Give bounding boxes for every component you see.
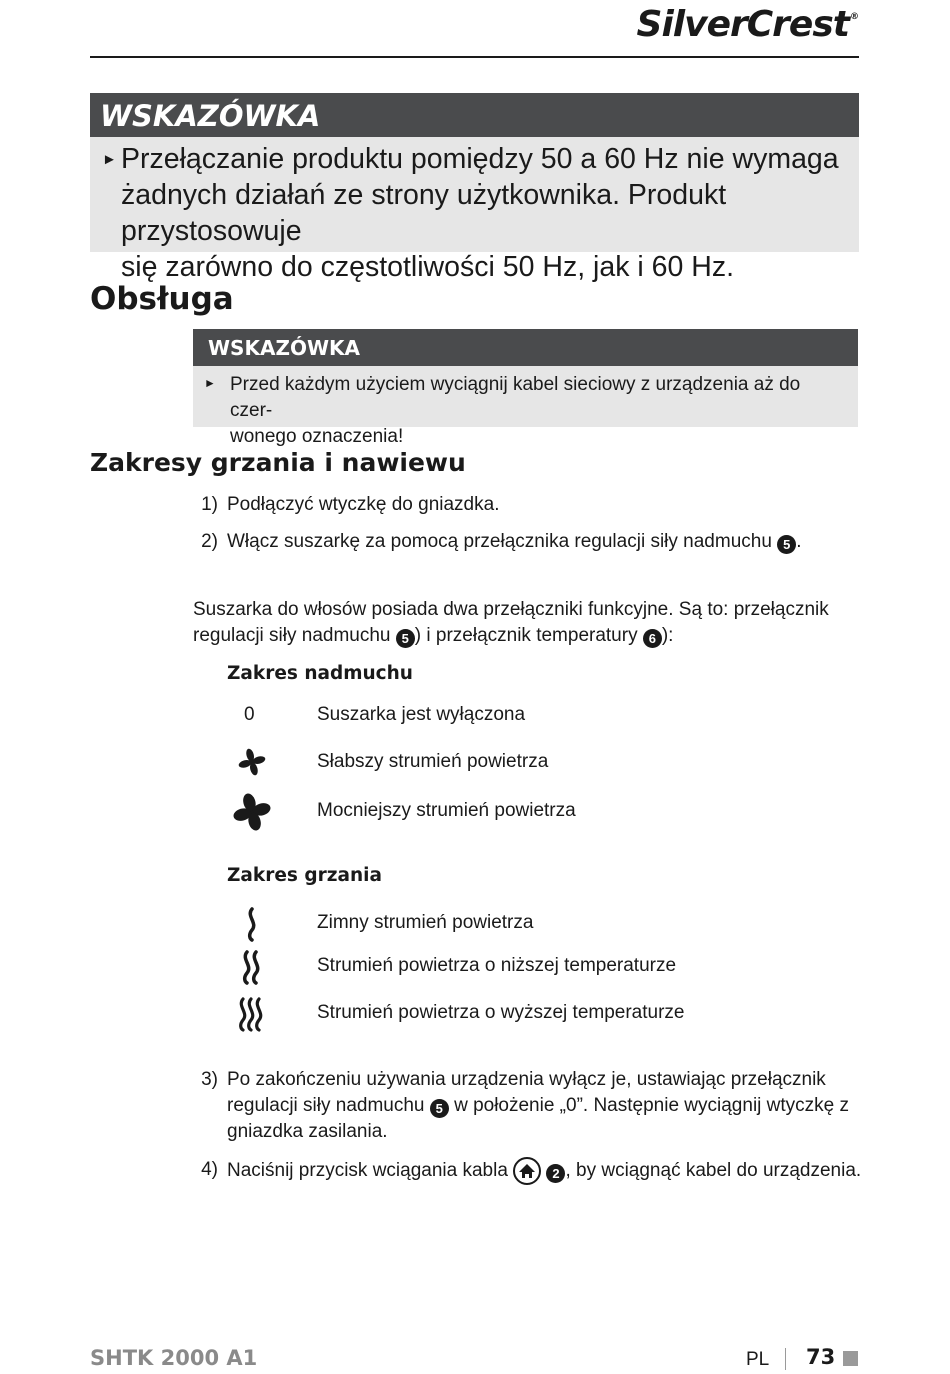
note-line: wonego oznaczenia!: [230, 426, 404, 447]
intro-text-part: ) i przełącznik temperatury: [414, 625, 638, 646]
step-text-part: w położenie „0”. Następnie wyciągnij wtyczkę z: [454, 1095, 850, 1116]
airflow-description: Suszarka jest wyłączona: [317, 704, 526, 725]
registered-mark: ®: [850, 12, 858, 22]
heat-range-title: Zakres grzania: [227, 865, 382, 886]
reference-number-badge: 5: [777, 535, 796, 554]
footer-divider: [785, 1348, 786, 1370]
section-title: Obsługa: [90, 281, 234, 317]
heat-description: Strumień powietrza o niższej temperaturze: [317, 955, 677, 976]
step-text: [227, 1067, 867, 1145]
note-line: się zarówno do częstotliwości 50 Hz, jak i 60 Hz.: [121, 251, 735, 283]
step-text: [227, 1157, 861, 1185]
note-title-1: WSKAZÓWKA: [100, 99, 321, 133]
intro-paragraph: [193, 597, 853, 649]
step-number: 1): [201, 494, 218, 515]
airflow-description: Słabszy strumień powietrza: [317, 751, 549, 772]
heat-three-waves-icon: [232, 994, 272, 1034]
reference-number-badge: 5: [396, 629, 415, 648]
language-code: PL: [746, 1349, 770, 1370]
heat-description: Zimny strumień powietrza: [317, 912, 534, 933]
note-text-2: [230, 372, 840, 450]
reference-number-badge: 2: [546, 1164, 565, 1183]
note-line: Przełączanie produktu pomiędzy 50 a 60 Hz nie wymaga: [121, 143, 839, 175]
note-line: żadnych działań ze strony użytkownika. Produkt przystosowuje: [121, 179, 727, 247]
step-line: [227, 1093, 867, 1119]
airflow-range-title: Zakres nadmuchu: [227, 663, 413, 684]
heat-one-wave-icon: [232, 904, 272, 944]
note-body-2: [193, 366, 858, 447]
note-header-2: [193, 329, 858, 366]
step-number: 4): [201, 1159, 218, 1180]
step-number: 3): [201, 1069, 218, 1090]
cable-rewind-button-icon: [513, 1157, 541, 1185]
step-text-part: Naciśnij przycisk wciągania kabla: [227, 1160, 508, 1181]
heat-description: Strumień powietrza o wyższej temperaturze: [317, 1002, 685, 1023]
small-fan-icon: [232, 742, 272, 782]
footer-square-marker: [843, 1351, 858, 1366]
step-text: [227, 529, 801, 555]
heat-two-waves-icon: [232, 947, 272, 987]
page-number: 73: [806, 1345, 836, 1369]
note-body-1: [90, 137, 859, 283]
reference-number-badge: 6: [643, 629, 662, 648]
header-rule: [90, 56, 859, 58]
large-fan-icon: [232, 792, 272, 832]
note-title-2: WSKAZÓWKA: [208, 336, 360, 360]
triangle-bullet-icon: ►: [102, 151, 117, 168]
intro-text-part: ):: [661, 625, 674, 646]
airflow-description: Mocniejszy strumień powietrza: [317, 800, 576, 821]
step-text-part: .: [796, 531, 802, 552]
model-number: SHTK 2000 A1: [90, 1346, 258, 1370]
off-symbol: 0: [244, 704, 255, 725]
note-line: Przed każdym użyciem wyciągnij kabel sieciowy z urządzenia aż do czer-: [230, 374, 801, 421]
step-text-part: , by wciągnąć kabel do urządzenia.: [565, 1160, 862, 1181]
step-text: Podłączyć wtyczkę do gniazdka.: [227, 494, 500, 515]
brand-logo: [637, 4, 858, 45]
intro-line: [193, 623, 853, 649]
note-text-1: [121, 141, 851, 285]
step-text-part: regulacji siły nadmuchu: [227, 1095, 425, 1116]
reference-number-badge: 5: [430, 1099, 449, 1118]
note-header-1: [90, 93, 859, 137]
subsection-title: Zakresy grzania i nawiewu: [90, 448, 466, 477]
intro-text-part: regulacji siły nadmuchu: [193, 625, 391, 646]
step-number: 2): [201, 531, 218, 552]
step-line: gniazdka zasilania.: [227, 1121, 388, 1142]
step-line: Po zakończeniu używania urządzenia wyłącz je, ustawiając przełącznik: [227, 1069, 826, 1090]
brand-name: SilverCrest: [636, 4, 849, 45]
intro-line: Suszarka do włosów posiada dwa przełączniki funkcyjne. Są to: przełącznik: [193, 599, 829, 620]
triangle-bullet-icon: ►: [204, 376, 216, 390]
step-text-part: Włącz suszarkę za pomocą przełącznika regulacji siły nadmuchu: [227, 531, 772, 552]
